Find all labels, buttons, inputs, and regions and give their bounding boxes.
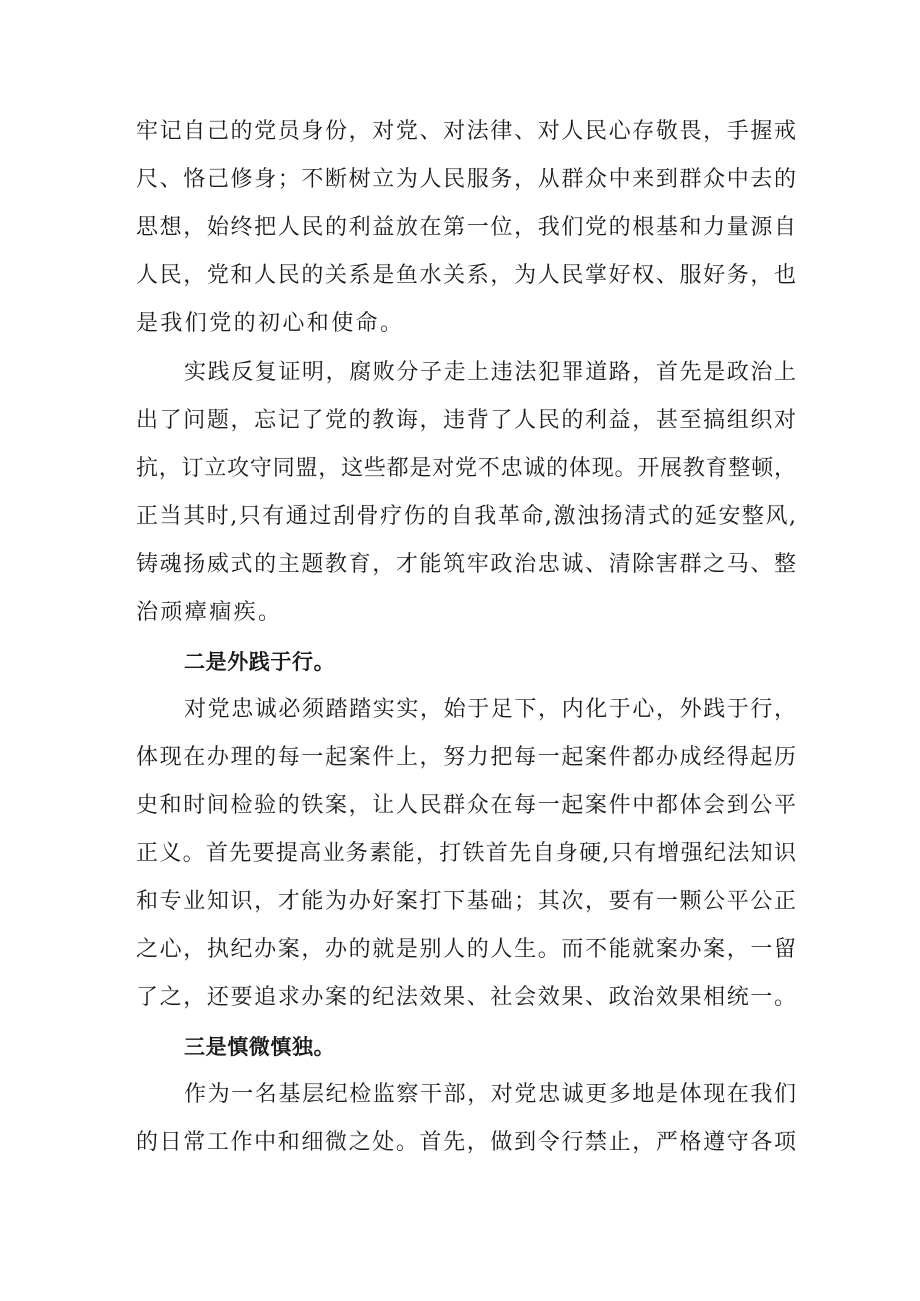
paragraph-line: 体现在办理的每一起案件上，努力把每一起案件都办成经得起历 — [136, 745, 796, 770]
paragraph-line: 对党忠诚必须踏踏实实，始于足下，内化于心，外践于行， — [184, 697, 796, 722]
paragraph-line: 尺、恪己修身；不断树立为人民服务，从群众中来到群众中去的 — [136, 167, 796, 192]
paragraph-line: 史和时间检验的铁案，让人民群众在每一起案件中都体会到公平 — [136, 793, 796, 818]
section-heading: 二是外践于行。 — [184, 650, 336, 674]
paragraph-line: 抗，订立攻守同盟，这些都是对党不忠诚的体现。开展教育整顿， — [136, 456, 796, 481]
paragraph-line: 牢记自己的党员身份，对党、对法律、对人民心存敬畏，手握戒 — [136, 119, 796, 144]
paragraph-line: 正义。首先要提高业务素能，打铁首先自身硬,只有增强纪法知识 — [136, 841, 796, 866]
paragraph-line: 出了问题，忘记了党的教诲，违背了人民的利益，甚至搞组织对 — [136, 408, 796, 433]
paragraph-line: 铸魂扬威式的主题教育，才能筑牢政治忠诚、清除害群之马、整 — [136, 552, 796, 577]
paragraph-line: 了之，还要追求办案的纪法效果、社会效果、政治效果相统一。 — [136, 985, 796, 1010]
paragraph-line: 实践反复证明，腐败分子走上违法犯罪道路，首先是政治上 — [184, 360, 796, 385]
paragraph-line: 治顽瘴痼疾。 — [136, 600, 283, 625]
paragraph-line: 作为一名基层纪检监察干部，对党忠诚更多地是体现在我们 — [184, 1082, 796, 1107]
section-heading: 三是慎微慎独。 — [184, 1035, 336, 1059]
paragraph-line: 思想，始终把人民的利益放在第一位，我们党的根基和力量源自 — [136, 215, 796, 240]
paragraph-line: 的日常工作中和细微之处。首先，做到令行禁止，严格遵守各项 — [136, 1130, 796, 1155]
paragraph-line: 正当其时,只有通过刮骨疗伤的自我革命,激浊扬清式的延安整风, — [136, 504, 796, 529]
paragraph-line: 人民，党和人民的关系是鱼水关系，为人民掌好权、服好务，也 — [136, 263, 796, 288]
paragraph-line: 之心，执纪办案，办的就是别人的人生。而不能就案办案，一留 — [136, 937, 796, 962]
paragraph-line: 和专业知识，才能为办好案打下基础；其次，要有一颗公平公正 — [136, 889, 796, 914]
paragraph-line: 是我们党的初心和使命。 — [136, 311, 405, 336]
